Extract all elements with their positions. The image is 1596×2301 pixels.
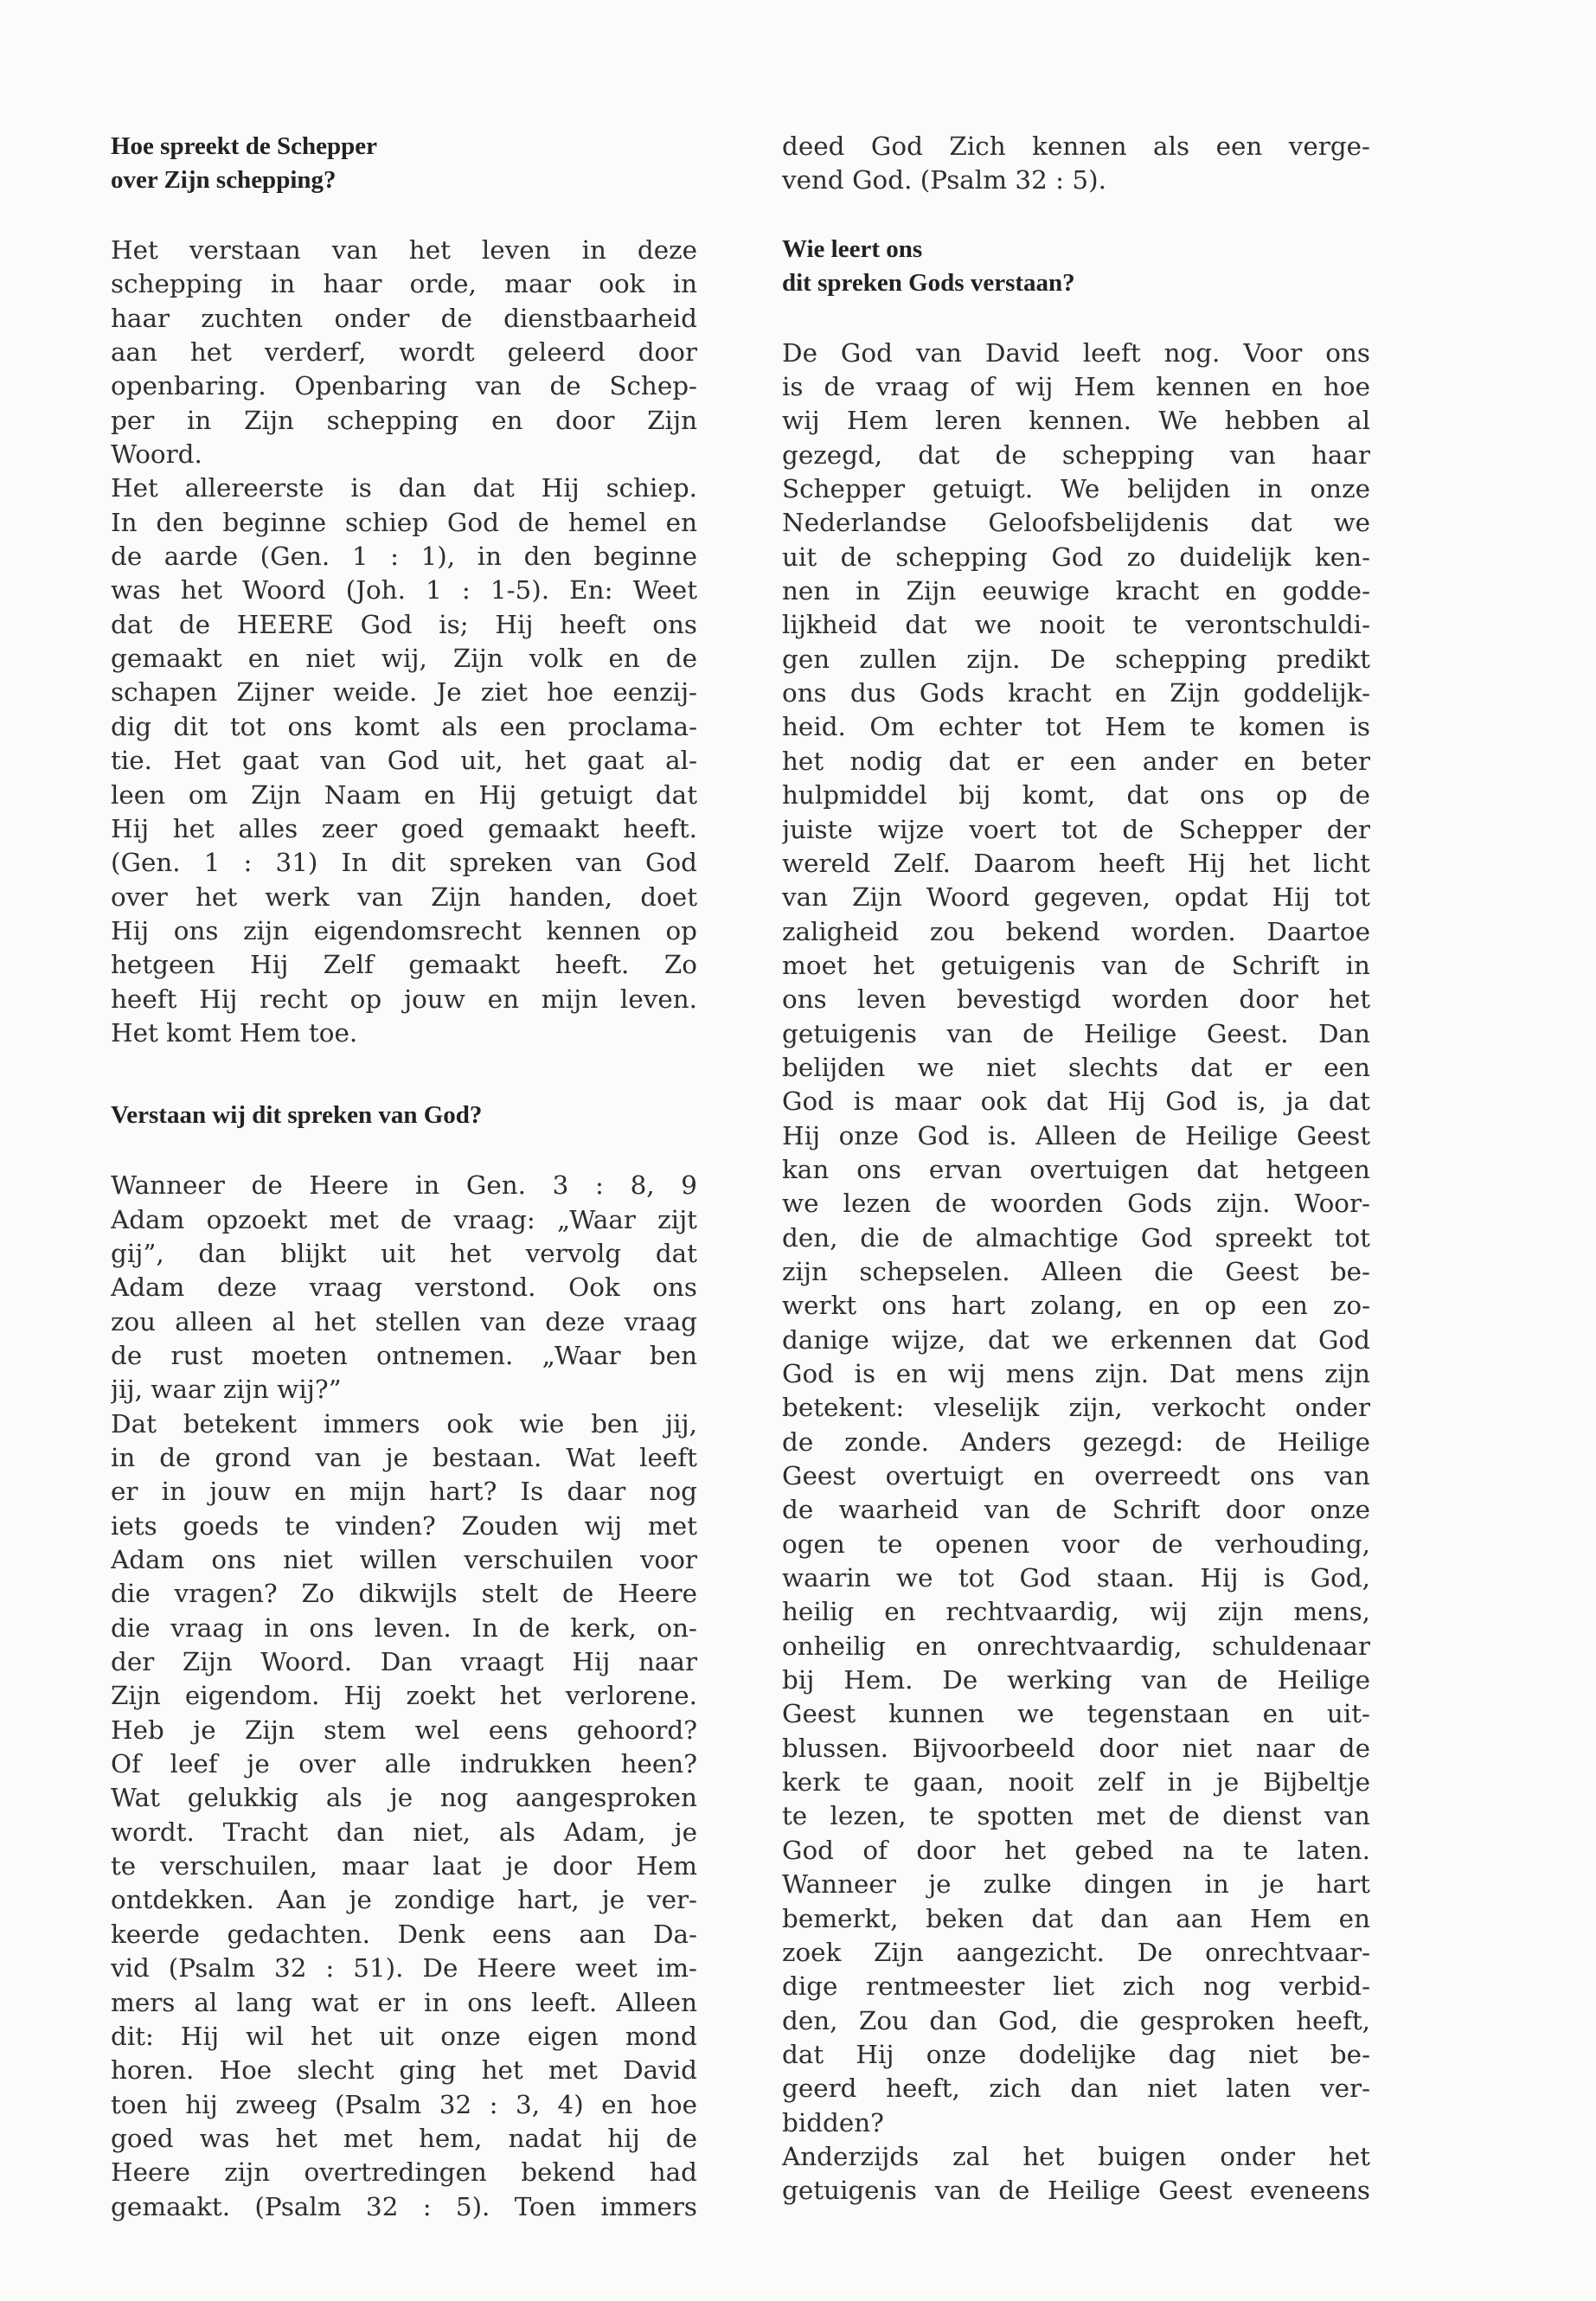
text-line: dig dit tot ons komt als een proclama-: [111, 711, 697, 741]
text-line: te verschuilen, maar laat je door Hem: [111, 1851, 697, 1881]
text-line: wij Hem leren kennen. We hebben al: [782, 406, 1370, 436]
text-line: Heb je Zijn stem wel eens gehoord?: [111, 1715, 697, 1745]
text-line: mers al lang wat er in ons leeft. Alleen: [111, 1987, 697, 2017]
text-line: Het verstaan van het leven in deze: [111, 235, 697, 265]
section-verstaan: [111, 1099, 697, 2224]
text-line: per in Zijn schepping en door Zijn: [111, 405, 697, 435]
heading-line: dit spreken Gods verstaan?: [782, 268, 1075, 297]
text-line: Het komt Hem toe.: [111, 1017, 358, 1048]
text-line: dit: Hij wil het uit onze eigen mond: [111, 2021, 697, 2051]
text-line: wordt. Tracht dan niet, als Adam, je: [111, 1817, 697, 1847]
text-line: jij, waar zijn wij?”: [111, 1375, 342, 1405]
text-line: Geest overtuigt en overreedt ons van: [782, 1461, 1370, 1491]
text-line: ogen te openen voor de verhouding,: [782, 1529, 1370, 1559]
text-line: getuigenis van de Heilige Geest. Dan: [782, 1018, 1370, 1048]
text-line: is de vraag of wij Hem kennen en hoe: [782, 372, 1370, 402]
text-line: God is en wij mens zijn. Dat mens zijn: [782, 1359, 1370, 1388]
text-line: Dat betekent immers ook wie ben jij,: [111, 1408, 697, 1439]
text-line: gezegd, dat de schepping van haar: [782, 439, 1370, 470]
text-line: we lezen de woorden Gods zijn. Woor-: [782, 1189, 1370, 1219]
text-line: zoek Zijn aangezicht. De onrechtvaar-: [782, 1937, 1370, 1967]
text-line: dat Hij onze dodelijke dag niet be-: [782, 2039, 1370, 2069]
text-line: de zonde. Anders gezegd: de Heilige: [782, 1426, 1370, 1457]
text-line: kan ons ervan overtuigen dat hetgeen: [782, 1154, 1370, 1184]
heading-line: over Zijn schepping?: [111, 166, 337, 194]
paragraph: [111, 1169, 697, 2224]
text-line: van Zijn Woord gegeven, opdat Hij tot: [782, 882, 1370, 913]
text-line: De God van David leeft nog. Voor ons: [782, 337, 1370, 368]
text-line: den, Zou dan God, die gesproken heeft,: [782, 2005, 1370, 2035]
text-line: heid. Om echter tot Hem te komen is: [782, 712, 1370, 742]
text-line: heeft Hij recht op jouw en mijn leven.: [111, 984, 697, 1014]
text-line: betekent: vleselijk zijn, verkocht onder: [782, 1393, 1370, 1423]
section-heading: [111, 130, 697, 197]
section-wie-leert: [782, 233, 1370, 2208]
text-line: God is maar ook dat Hij God is, ja dat: [782, 1086, 1370, 1117]
left-column: [111, 130, 697, 2224]
text-line: over het werk van Zijn handen, doet: [111, 881, 697, 912]
section-heading: Verstaan wij dit spreken van God?: [111, 1101, 483, 1130]
text-line: gemaakt en niet wij, Zijn volk en de: [111, 644, 697, 674]
text-line: schapen Zijner weide. Je ziet hoe eenzij-: [111, 677, 697, 708]
text-line: heilig en rechtvaardig, wij zijn mens,: [782, 1597, 1370, 1627]
text-line: dat de HEERE God is; Hij heeft ons: [111, 609, 697, 639]
right-column: [782, 130, 1370, 2208]
text-line: bemerkt, beken dat dan aan Hem en: [782, 1903, 1370, 1933]
text-line: danige wijze, dat we erkennen dat God: [782, 1324, 1370, 1355]
text-line: (Gen. 1 : 31) In dit spreken van God: [111, 848, 697, 878]
text-line: Of leef je over alle indrukken heen?: [111, 1749, 697, 1779]
text-line: haar zuchten onder de dienstbaarheid: [111, 303, 697, 333]
text-line: moet het getuigenis van de Schrift in: [782, 950, 1370, 980]
text-line: horen. Hoe slecht ging het met David: [111, 2055, 697, 2086]
heading-line: Wie leert ons: [782, 234, 923, 263]
text-line: Wanneer je zulke dingen in je hart: [782, 1869, 1370, 1900]
text-line: In den beginne schiep God de hemel en: [111, 507, 697, 537]
text-line: getuigenis van de Heilige Geest eveneens: [782, 2176, 1370, 2206]
text-line: bidden?: [782, 2107, 884, 2138]
text-line: dige rentmeester liet zich nog verbid-: [782, 1971, 1370, 2002]
text-line: in de grond van je bestaan. Wat leeft: [111, 1443, 697, 1472]
text-line: Anderzijds zal het buigen onder het: [782, 2141, 1370, 2171]
text-line: blussen. Bijvoorbeeld door niet naar de: [782, 1733, 1370, 1763]
text-line: Adam opzoekt met de vraag: „Waar zijt: [111, 1204, 697, 1234]
text-line: juiste wijze voert tot de Schepper der: [782, 814, 1370, 844]
text-line: ons dus Gods kracht en Zijn goddelijk-: [782, 678, 1370, 708]
text-line: iets goeds te vinden? Zouden wij met: [111, 1510, 697, 1541]
text-line: de rust moeten ontnemen. „Waar ben: [111, 1340, 697, 1370]
text-line: zou alleen al het stellen van deze vraag: [111, 1306, 697, 1336]
text-line: leen om Zijn Naam en Hij getuigt dat: [111, 779, 697, 810]
text-line: Hij het alles zeer goed gemaakt heeft.: [111, 813, 697, 843]
text-line: zijn schepselen. Alleen die Geest be-: [782, 1256, 1370, 1286]
text-line: God of door het gebed na te laten.: [782, 1835, 1370, 1865]
text-line: de waarheid van de Schrift door onze: [782, 1495, 1370, 1525]
text-line: deed God Zich kennen als een verge-: [782, 131, 1370, 161]
text-line: Zijn eigendom. Hij zoekt het verlorene.: [111, 1681, 697, 1711]
text-line: er in jouw en mijn hart? Is daar nog: [111, 1477, 697, 1507]
text-line: der Zijn Woord. Dan vraagt Hij naar: [111, 1647, 697, 1677]
text-line: te lezen, te spotten met de dienst van: [782, 1801, 1370, 1831]
text-line: gen zullen zijn. De schepping predikt: [782, 644, 1370, 674]
text-line: uit de schepping God zo duidelijk ken-: [782, 542, 1370, 572]
text-line: lijkheid dat we nooit te verontschuldi-: [782, 610, 1370, 640]
text-line: Wanneer de Heere in Gen. 3 : 8, 9: [111, 1170, 697, 1201]
text-line: was het Woord (Joh. 1 : 1-5). En: Weet: [111, 575, 697, 606]
text-line: nen in Zijn eeuwige kracht en godde-: [782, 576, 1370, 606]
text-line: Woord.: [111, 439, 202, 470]
text-line: goed was het met hem, nadat hij de: [111, 2123, 697, 2153]
text-line: de aarde (Gen. 1 : 1), in den beginne: [111, 542, 697, 572]
text-line: aan het verderf, wordt geleerd door: [111, 337, 697, 368]
text-line: vid (Psalm 32 : 51). De Heere weet im-: [111, 1953, 697, 1984]
text-line: openbaring. Openbaring van de Schep-: [111, 371, 697, 401]
text-line: Schepper getuigt. We belijden in onze: [782, 474, 1370, 504]
text-line: wereld Zelf. Daarom heeft Hij het licht: [782, 848, 1370, 878]
text-line: den, die de almachtige God spreekt tot: [782, 1222, 1370, 1253]
text-line: gemaakt. (Psalm 32 : 5). Toen immers: [111, 2191, 697, 2221]
text-line: werkt ons hart zolang, en op een zo-: [782, 1291, 1370, 1321]
paragraph: [782, 336, 1370, 2208]
text-line: belijden we niet slechts dat er een: [782, 1052, 1370, 1082]
text-line: geerd heeft, zich dan niet laten ver-: [782, 2073, 1370, 2104]
text-line: zaligheid zou bekend worden. Daartoe: [782, 916, 1370, 946]
text-line: Heere zijn overtredingen bekend had: [111, 2157, 697, 2188]
text-line: het nodig dat er een ander en beter: [782, 746, 1370, 776]
text-line: Adam deze vraag verstond. Ook ons: [111, 1272, 697, 1303]
text-line: hulpmiddel bij komt, dat ons op de: [782, 780, 1370, 811]
text-line: toen hij zweeg (Psalm 32 : 3, 4) en hoe: [111, 2089, 697, 2119]
text-line: Hij onze God is. Alleen de Heilige Geest: [782, 1120, 1370, 1150]
text-line: Het allereerste is dan dat Hij schiep.: [111, 473, 697, 503]
text-line: kerk te gaan, nooit zelf in je Bijbeltje: [782, 1767, 1370, 1798]
text-line: bij Hem. De werking van de Heilige: [782, 1665, 1370, 1695]
section-hoe-spreekt: [111, 130, 697, 1050]
text-line: die vragen? Zo dikwijls stelt de Heere: [111, 1579, 697, 1609]
text-line: tie. Het gaat van God uit, het gaat al-: [111, 746, 697, 776]
text-line: gij”, dan blijkt uit het vervolg dat: [111, 1238, 697, 1268]
text-line: Geest kunnen we tegenstaan en uit-: [782, 1699, 1370, 1729]
paragraph-continued: [782, 130, 1370, 198]
section-heading: [782, 233, 1370, 300]
text-line: ons leven bevestigd worden door het: [782, 984, 1370, 1015]
text-line: keerde gedachten. Denk eens aan Da-: [111, 1919, 697, 1949]
text-line: vend God. (Psalm 32 : 5).: [782, 165, 1106, 195]
text-line: Wat gelukkig als je nog aangesproken: [111, 1783, 697, 1813]
text-line: waarin we tot God staan. Hij is God,: [782, 1563, 1370, 1593]
text-line: die vraag in ons leven. In de kerk, on-: [111, 1612, 697, 1643]
text-line: hetgeen Hij Zelf gemaakt heeft. Zo: [111, 950, 697, 980]
heading-line: Hoe spreekt de Schepper: [111, 132, 377, 160]
text-line: Hij ons zijn eigendomsrecht kennen op: [111, 915, 697, 945]
paragraph: [111, 234, 697, 1050]
text-line: onheilig en onrechtvaardig, schuldenaar: [782, 1631, 1370, 1661]
text-line: ontdekken. Aan je zondige hart, je ver-: [111, 1885, 697, 1915]
text-line: Adam ons niet willen verschuilen voor: [111, 1545, 697, 1575]
text-line: schepping in haar orde, maar ook in: [111, 269, 697, 299]
text-line: Nederlandse Geloofsbelijdenis dat we: [782, 508, 1370, 538]
